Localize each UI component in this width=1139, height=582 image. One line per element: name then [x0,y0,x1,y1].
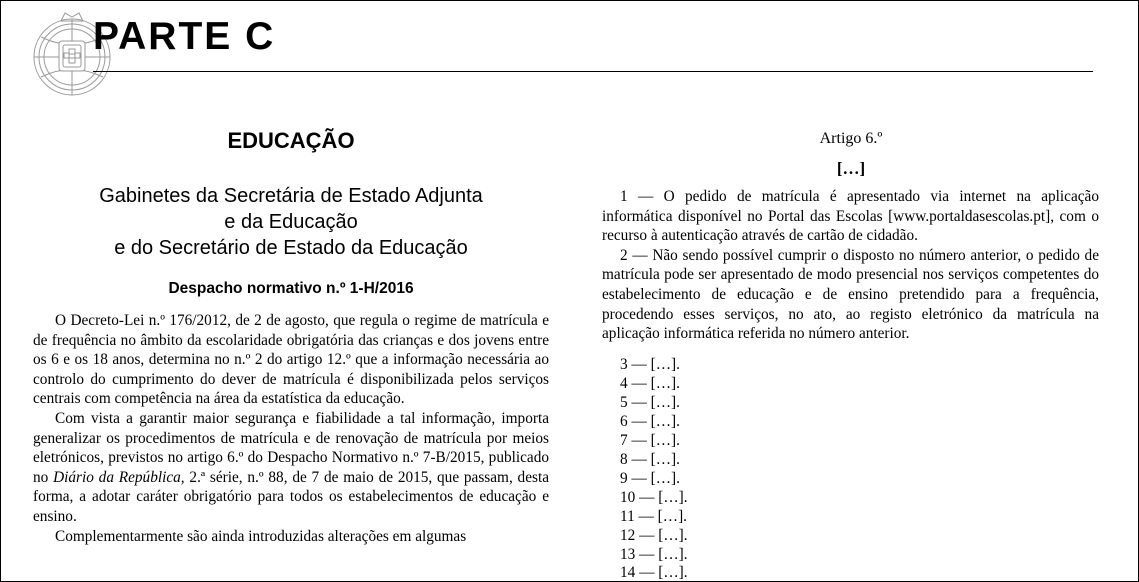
paragraph: O Decreto-Lei n.º 176/2012, de 2 de agosto, que regula o regime de matrícula e de frequência no âmbito da escolaridade obrigatória das crianças e dos jovens entre os 6 e os 18 anos, determina no n.º 2 do artigo 12.º que a informação necessária ao controlo do cumprimento do dever de matrícula é disponibilizada pelos serviços centrais com competência na área da estatística da educação. [33,312,549,408]
paragraph: Com vista a garantir maior segurança e fiabilidade a tal informação, importa generalizar os procedimentos de matrícula e de renovação de matrícula por meios eletrónicos, previstos no artigo 6.º do Despacho Normativo n.º 7-B/2015, publicado no Diário da República, 2.ª série, n.º 88, de 7 de maio de 2015, que passam, desta forma, a adotar caráter obrigatório para todos os estabelecimentos de educação e ensino. [33,409,549,525]
numbered-item: 12 — […]. [620,526,688,544]
numbered-item: 6 — […]. [620,412,680,430]
numbered-item: 8 — […]. [620,450,680,468]
cabinet-line: e do Secretário de Estado da Educação [114,237,468,259]
numbered-item: 9 — […]. [620,469,680,487]
numbered-item: 3 — […]. [620,356,680,373]
cabinet-line: e da Educação [224,211,358,233]
numbered-item: 13 — […]. [620,545,688,563]
numbered-item: 5 — […]. [620,393,680,411]
article-item: 1 — O pedido de matrícula é apresentado via internet na aplicação informática disponível no Portal das Escolas [www.portaldasescolas.pt], com o recurso à autenticação através de cartão de cidadão. [602,188,1099,245]
numbered-item: 4 — […]. [620,374,680,392]
right-column-body [602,187,1099,344]
numbered-item: 14 — […]. [620,564,688,582]
section-title: EDUCAÇÃO [227,128,355,153]
article-title: Artigo 6.º [819,130,883,147]
numbered-item: 7 — […]. [620,431,680,449]
part-title: PARTE C [93,15,276,58]
article-ellipsis: […] [836,159,866,178]
numbered-items [620,356,688,582]
cabinet-heading [61,183,521,261]
cabinet-line: Gabinetes da Secretária de Estado Adjunta [99,185,483,207]
paragraph: Complementarmente são ainda introduzidas alterações em algumas [55,527,467,545]
left-column-body [33,311,549,546]
article-item: 2 — Não sendo possível cumprir o disposto no número anterior, o pedido de matrícula pode ser apresentado de modo presencial nos serviços competentes do estabelecimento de educação e de ensino pretendido para a frequência, procedendo esses serviços, no ato, ao registo eletrónico da matrícula na aplicação informática referida no número anterior. [602,246,1099,343]
header-rule [93,71,1093,72]
journal-name: Diário da República, [53,468,185,486]
numbered-item: 10 — […]. [620,488,688,506]
numbered-item: 11 — […]. [620,507,687,525]
despacho-title: Despacho normativo n.º 1-H/2016 [168,280,414,297]
